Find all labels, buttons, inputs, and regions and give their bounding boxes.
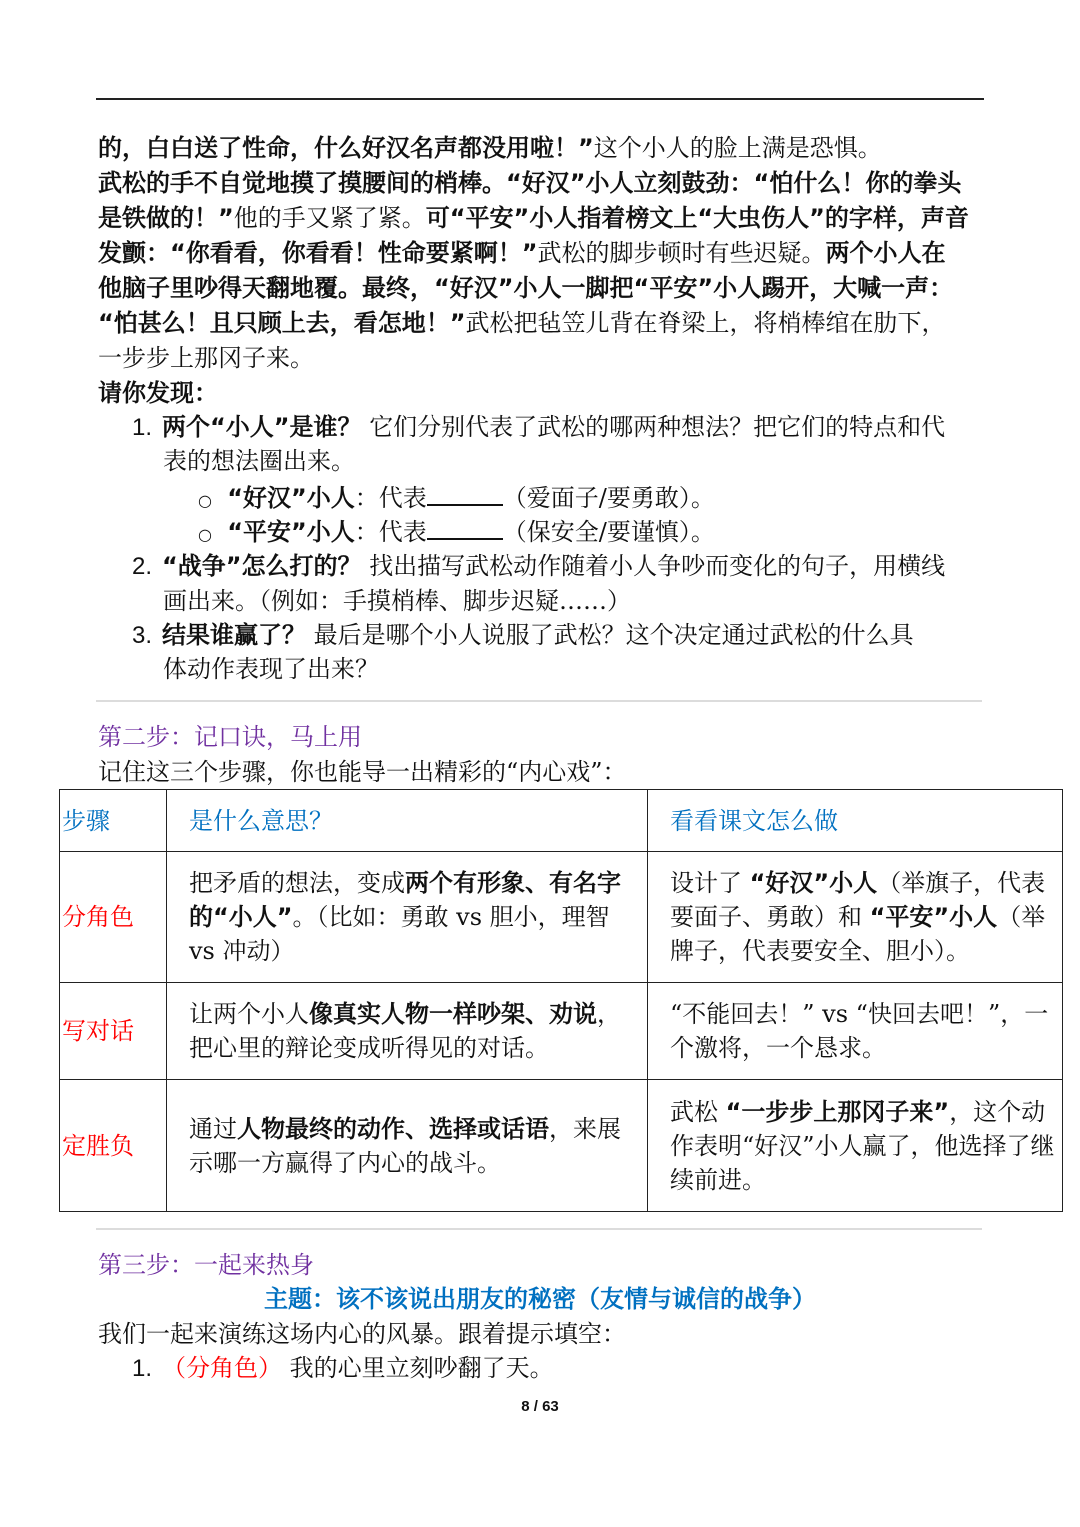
step3-heading: 第三步：一起来热身 — [98, 1251, 314, 1279]
bullet-circle-icon: ○ — [198, 491, 212, 510]
story-line-4: 发颤：“你看看，你看看！性命要紧啊！”武松的脚步顿时有些迟疑。两个小人在 — [98, 239, 946, 267]
question-2: 2. “战争”怎么打的？ 找出描写武松动作随着小人争吵而变化的句子，用横线 — [132, 552, 946, 580]
header-meaning: 是什么意思？ — [167, 790, 648, 852]
header-step: 步骤 — [60, 790, 167, 852]
step3-item-1: 1. （分角色） 我的心里立刻吵翻了天。 — [132, 1354, 554, 1382]
header-example: 看看课文怎么做 — [648, 790, 1063, 852]
question-3: 3. 结果谁赢了？ 最后是哪个小人说服了武松？这个决定通过武松的什么具 — [132, 621, 914, 649]
discover-heading: 请你发现： — [98, 379, 218, 407]
story-line-1: 的，白白送了性命，什么好汉名声都没用啦！”这个小人的脸上满是恐惧。 — [98, 134, 882, 162]
sub-item-haohan: ○ “好汉”小人：代表 （爱面子/要勇敢）。 — [198, 480, 715, 518]
fill-blank[interactable] — [427, 514, 503, 540]
story-line-3: 是铁做的！”他的手又紧了紧。可“平安”小人指着榜文上“大虫伤人”的字样，声音 — [98, 204, 969, 232]
meaning-cell: 通过人物最终的动作、选择或话语，来展示哪一方赢得了内心的战斗。 — [167, 1080, 648, 1212]
bullet-circle-icon: ○ — [198, 525, 212, 544]
example-cell: 设计了 “好汉”小人（举旗子，代表要面子、勇敢）和 “平安”小人（举牌子，代表要安全、胆小）。 — [648, 852, 1063, 983]
story-line-6: “怕甚么！且只顾上去，看怎地！”武松把毡笠儿背在脊梁上，将梢棒绾在肋下， — [98, 309, 946, 337]
question-2-cont: 画出来。（例如：手摸梢棒、脚步迟疑……） — [163, 587, 631, 615]
sub-item-pingan: ○ “平安”小人：代表 （保安全/要谨慎）。 — [198, 514, 715, 552]
step3-intro: 我们一起来演练这场内心的风暴。跟着提示填空： — [98, 1320, 626, 1348]
story-line-5: 他脑子里吵得天翻地覆。最终，“好汉”小人一脚把“平安”小人踢开，大喊一声： — [98, 274, 954, 302]
example-cell: “不能回去！” vs “快回去吧！”，一个激将，一个恳求。 — [648, 983, 1063, 1080]
step-label: 写对话 — [60, 983, 167, 1080]
step-label: 分角色 — [60, 852, 167, 983]
section-divider — [96, 700, 982, 702]
question-1-cont: 表的想法圈出来。 — [163, 447, 355, 475]
fill-blank[interactable] — [427, 480, 503, 506]
header-rule — [96, 98, 984, 100]
step-label: 定胜负 — [60, 1080, 167, 1212]
question-1: 1. 两个“小人”是谁？ 它们分别代表了武松的哪两种想法？把它们的特点和代 — [132, 413, 946, 441]
question-3-cont: 体动作表现了出来？ — [163, 655, 379, 683]
story-line-7: 一步步上那冈子来。 — [98, 344, 314, 372]
step3-theme: 主题：该不该说出朋友的秘密（友情与诚信的战争） — [264, 1285, 816, 1313]
example-cell: 武松 “一步步上那冈子来”，这个动作表明“好汉”小人赢了，他选择了继续前进。 — [648, 1080, 1063, 1212]
meaning-cell: 把矛盾的想法，变成两个有形象、有名字的“小人”。（比如：勇敢 vs 胆小，理智 vs 冲动） — [167, 852, 648, 983]
step2-heading: 第二步：记口诀，马上用 — [98, 723, 362, 751]
page-number: 8 / 63 — [521, 1398, 559, 1415]
table-row — [60, 1080, 1063, 1212]
table-header-row — [60, 790, 1063, 852]
step2-intro: 记住这三个步骤，你也能导一出精彩的“内心戏”： — [98, 758, 627, 786]
table-row — [60, 852, 1063, 983]
meaning-cell: 让两个小人像真实人物一样吵架、劝说，把心里的辩论变成听得见的对话。 — [167, 983, 648, 1080]
section-divider — [96, 1228, 982, 1230]
steps-table — [59, 789, 1063, 1212]
story-line-2: 武松的手不自觉地摸了摸腰间的梢棒。“好汉”小人立刻鼓劲：“怕什么！你的拳头 — [98, 169, 962, 197]
table-row — [60, 983, 1063, 1080]
